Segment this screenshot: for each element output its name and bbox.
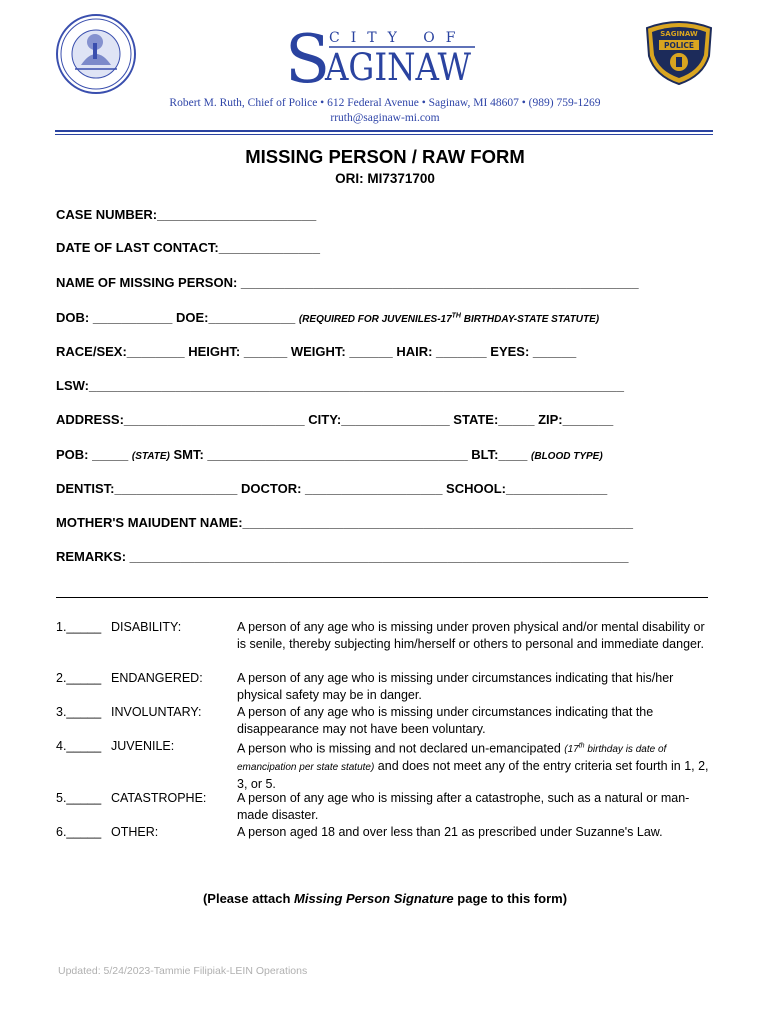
pob-smt-blt-row[interactable] bbox=[56, 447, 603, 462]
criteria-2-desc: A person of any age who is missing under circumstances indicating that his/her physical safety may be in danger. bbox=[237, 671, 674, 702]
criteria-2-number[interactable]: 2._____ bbox=[56, 671, 102, 685]
city-of-saginaw-logo bbox=[285, 22, 485, 90]
svg-text:POLICE: POLICE bbox=[663, 41, 695, 50]
criteria-3-number[interactable]: 3._____ bbox=[56, 705, 102, 719]
contact-line: Robert M. Ruth, Chief of Police • 612 Federal Avenue • Saginaw, MI 48607 • (989) 759-1269 bbox=[169, 97, 601, 109]
mother-maiden-name-field[interactable]: MOTHER'S MAIUDENT NAME:______________________________________________________ bbox=[56, 515, 633, 530]
header-rule-thin bbox=[55, 134, 713, 135]
lsw-field[interactable]: LSW:__________________________________________________________________________ bbox=[56, 378, 624, 393]
form-title: MISSING PERSON / RAW FORM bbox=[245, 146, 525, 167]
footer-updated: Updated: 5/24/2023-Tammie Filipiak-LEIN Operations bbox=[58, 965, 308, 977]
attach-note: (Please attach Missing Person Signature page to this form) bbox=[202, 891, 568, 906]
juvenile-note: (17th birthday is date of emancipation per state statute) bbox=[237, 743, 667, 774]
remarks-field[interactable]: REMARKS: _____________________________________________________________________ bbox=[56, 549, 629, 564]
criteria-2-label: ENDANGERED: bbox=[111, 671, 203, 685]
criteria-4-label: JUVENILE: bbox=[111, 739, 175, 753]
pob-state-note: (STATE) bbox=[131, 451, 170, 462]
criteria-6-desc: A person aged 18 and over less than 21 as prescribed under Suzanne's Law. bbox=[237, 825, 663, 839]
criteria-5-label: CATASTROPHE: bbox=[111, 791, 207, 805]
missing-person-name-field[interactable]: NAME OF MISSING PERSON: _______________________________________________________ bbox=[56, 275, 639, 290]
case-number-field[interactable]: CASE NUMBER:______________________ bbox=[56, 207, 317, 222]
logo-city-of: CITY OF bbox=[329, 30, 467, 46]
logo-initial: S bbox=[285, 22, 331, 90]
police-badge-icon bbox=[643, 20, 715, 86]
pob-field[interactable]: POB: _____ bbox=[56, 447, 132, 462]
logo-saginaw: AGINAW bbox=[324, 46, 471, 89]
criteria-1-label: DISABILITY: bbox=[111, 620, 182, 634]
ori-number: ORI: MI7371700 bbox=[335, 171, 435, 186]
criteria-3-desc: A person of any age who is missing under circumstances indicating that the disappearance may not have been voluntary. bbox=[237, 705, 654, 736]
criteria-4-desc: A person who is missing and not declared un-emancipated (17th birthday is date of emancipation per state statute) and does not meet any of the entry criteria set fourth in 1, 2, 3, or 5. bbox=[237, 741, 709, 792]
criteria-1-desc: A person of any age who is missing under proven physical and/or mental disability or is senile, thereby subjecting him/herself or others to personal and immediate danger. bbox=[237, 620, 705, 651]
smt-blt-field[interactable]: SMT: ____________________________________ BLT:____ bbox=[169, 447, 532, 462]
criteria-6-label: OTHER: bbox=[111, 825, 159, 839]
race-height-weight-row[interactable]: RACE/SEX:________ HEIGHT: ______ WEIGHT: ______ HAIR: _______ EYES: ______ bbox=[56, 344, 577, 359]
contact-info bbox=[0, 96, 770, 126]
criteria-6-number[interactable]: 6._____ bbox=[56, 825, 102, 839]
dentist-doctor-school-row[interactable]: DENTIST:_________________ DOCTOR: ___________________ SCHOOL:______________ bbox=[56, 481, 608, 496]
doe-note: (REQUIRED FOR JUVENILES-17TH BIRTHDAY-STATE STATUTE) bbox=[298, 312, 600, 325]
dob-doe-row[interactable] bbox=[56, 310, 599, 325]
criteria-5-desc: A person of any age who is missing after a catastrophe, such as a natural or man-made disaster. bbox=[237, 791, 690, 822]
contact-email: rruth@saginaw-mi.com bbox=[330, 112, 440, 124]
city-seal-icon bbox=[55, 13, 137, 95]
header-rule bbox=[55, 130, 713, 132]
criteria-5-number[interactable]: 5._____ bbox=[56, 791, 102, 805]
criteria-1-number[interactable]: 1._____ bbox=[56, 620, 102, 634]
criteria-4-number[interactable]: 4._____ bbox=[56, 739, 102, 753]
blood-type-note: (BLOOD TYPE) bbox=[531, 451, 603, 462]
remarks-extra-line[interactable] bbox=[56, 597, 708, 598]
criteria-3-label: INVOLUNTARY: bbox=[111, 705, 202, 719]
svg-text:SAGINAW: SAGINAW bbox=[660, 30, 698, 38]
date-last-contact-field[interactable]: DATE OF LAST CONTACT:______________ bbox=[56, 240, 320, 255]
dob-doe-field[interactable]: DOB: ___________ DOE:____________ bbox=[56, 310, 299, 325]
address-row[interactable]: ADDRESS:_________________________ CITY:_______________ STATE:_____ ZIP:_______ bbox=[56, 412, 614, 427]
